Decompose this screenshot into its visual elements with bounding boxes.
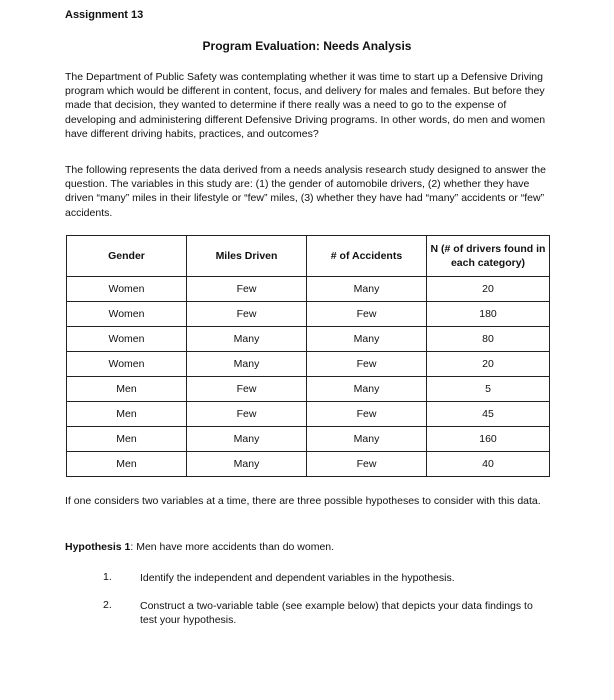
- cell-gender: Men: [67, 377, 187, 402]
- cell-gender: Men: [67, 402, 187, 427]
- table-row: [67, 277, 550, 302]
- hypothesis-label: Hypothesis 1: [65, 541, 131, 553]
- intro-paragraph: The Department of Public Safety was contemplating whether it was time to start up a Defensive Driving program which would be different in content, focus, and delivery for males and females. But before they made that decision, they wanted to determine if there really was a need to go to the expense of developing and administering different Defensive Driving programs. In other words, do men and women have different driving habits, practices, and outcomes?: [65, 71, 546, 140]
- cell-n: 5: [427, 377, 550, 402]
- cell-n: 45: [427, 402, 550, 427]
- header-accidents: # of Accidents: [307, 236, 427, 277]
- data-table: [66, 235, 550, 477]
- table-row: [67, 377, 550, 402]
- cell-n: 20: [427, 352, 550, 377]
- table-row: [67, 352, 550, 377]
- table-row: [67, 452, 550, 477]
- cell-gender: Women: [67, 352, 187, 377]
- list-item-text: Construct a two-variable table (see example below) that depicts your data findings to test your hypothesis.: [140, 600, 533, 627]
- hypotheses-intro-paragraph: If one considers two variables at a time, there are three possible hypotheses to consider with this data.: [65, 495, 541, 507]
- cell-accidents: Many: [307, 427, 427, 452]
- cell-miles: Many: [187, 352, 307, 377]
- cell-gender: Women: [67, 277, 187, 302]
- table-row: [67, 402, 550, 427]
- cell-miles: Few: [187, 377, 307, 402]
- cell-miles: Few: [187, 402, 307, 427]
- list-item-text: Identify the independent and dependent variables in the hypothesis.: [140, 572, 455, 584]
- cell-miles: Few: [187, 277, 307, 302]
- cell-gender: Men: [67, 427, 187, 452]
- cell-n: 40: [427, 452, 550, 477]
- header-gender: Gender: [67, 236, 187, 277]
- hypothesis-text: : Men have more accidents than do women.: [130, 541, 335, 553]
- cell-n: 20: [427, 277, 550, 302]
- cell-gender: Women: [67, 327, 187, 352]
- table-row: [67, 427, 550, 452]
- table-row: [67, 302, 550, 327]
- list-item-number: 2.: [103, 599, 112, 611]
- cell-gender: Men: [67, 452, 187, 477]
- cell-accidents: Many: [307, 327, 427, 352]
- table-row: [67, 327, 550, 352]
- hypothesis-1: [65, 541, 334, 553]
- document-title: Program Evaluation: Needs Analysis: [202, 39, 412, 53]
- cell-accidents: Many: [307, 277, 427, 302]
- cell-n: 80: [427, 327, 550, 352]
- cell-miles: Many: [187, 452, 307, 477]
- cell-miles: Many: [187, 327, 307, 352]
- assignment-header: Assignment 13: [65, 9, 144, 21]
- table-header-row: [67, 236, 550, 277]
- cell-n: 160: [427, 427, 550, 452]
- list-item-number: 1.: [103, 571, 112, 583]
- cell-miles: Few: [187, 302, 307, 327]
- header-miles-driven: Miles Driven: [187, 236, 307, 277]
- cell-miles: Many: [187, 427, 307, 452]
- cell-accidents: Many: [307, 377, 427, 402]
- cell-accidents: Few: [307, 402, 427, 427]
- cell-gender: Women: [67, 302, 187, 327]
- cell-accidents: Few: [307, 352, 427, 377]
- cell-n: 180: [427, 302, 550, 327]
- data-description-paragraph: The following represents the data derived from a needs analysis research study designed to answer the question. The variables in this study are: (1) the gender of automobile drivers, (2) whether they have driven “many” miles in their lifestyle or “few” miles, (3) whether they have had “many” accidents or “few” accidents.: [65, 164, 546, 219]
- cell-accidents: Few: [307, 302, 427, 327]
- cell-accidents: Few: [307, 452, 427, 477]
- header-n-drivers: N (# of drivers found in each category): [427, 236, 550, 277]
